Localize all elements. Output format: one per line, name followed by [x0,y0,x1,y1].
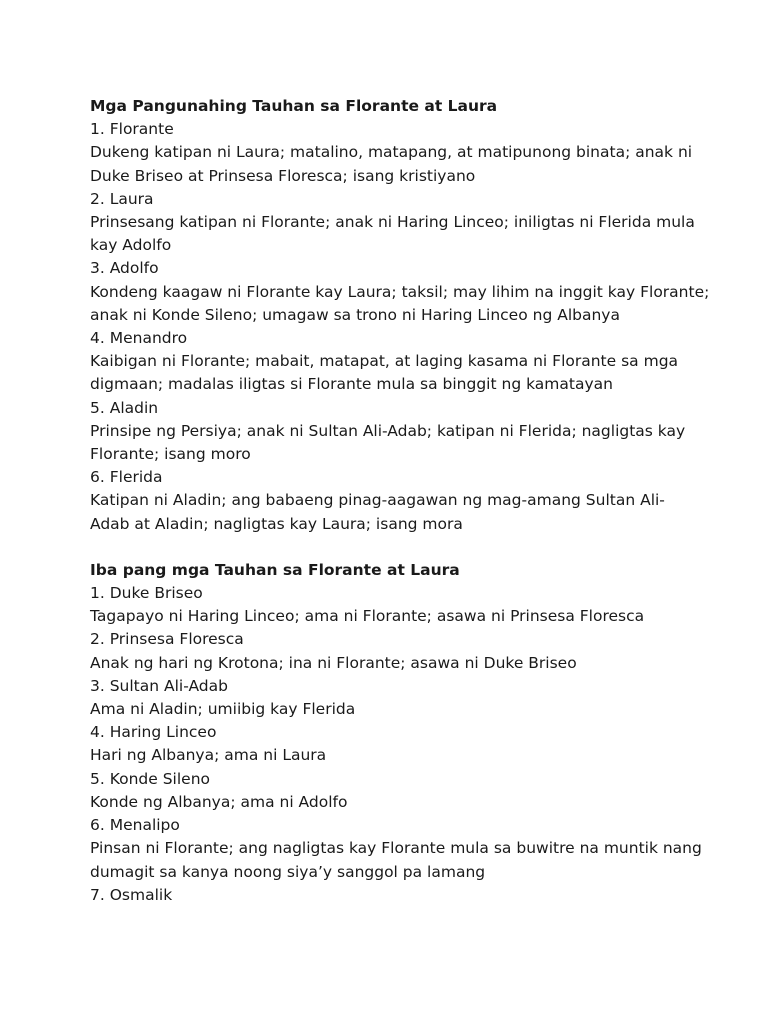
text-line: 3. Adolfo [90,259,159,278]
text-line: 4. Haring Linceo [90,723,217,742]
text-line: kay Adolfo [90,236,172,255]
text-line: 1. Duke Briseo [90,584,203,603]
section-heading: Mga Pangunahing Tauhan sa Florante at Laura [90,97,498,115]
text-line: Prinsipe ng Persiya; anak ni Sultan Ali-Adab; katipan ni Flerida; nagligtas kay [90,421,686,440]
section-heading: Iba pang mga Tauhan sa Florante at Laura [90,560,460,579]
text-line: Florante; isang moro [90,445,251,464]
text-line: Prinsesang katipan ni Florante; anak ni Haring Linceo; iniligtas ni Flerida mula [90,213,695,232]
main-characters-section [90,95,710,536]
text-line: 2. Prinsesa Floresca [90,630,244,649]
text-line: 5. Konde Sileno [90,769,211,788]
text-line: Konde ng Albanya; ama ni Adolfo [90,792,348,811]
text-line: Pinsan ni Florante; ang nagligtas kay Florante mula sa buwitre na muntik nang [90,839,702,858]
text-line: 6. Menalipo [90,816,180,835]
text-line: Kondeng kaagaw ni Florante kay Laura; taksil; may lihim na inggit kay Florante; [90,282,710,301]
text-line: Duke Briseo at Prinsesa Floresca; isang kristiyano [90,166,476,185]
text-line: Katipan ni Aladin; ang babaeng pinag-aagawan ng mag-amang Sultan Ali- [90,491,665,510]
text-line: digmaan; madalas iligtas si Florante mula sa binggit ng kamatayan [90,375,613,394]
other-characters-section [90,559,702,907]
text-line: Ama ni Aladin; umiibig kay Flerida [90,700,356,719]
text-line: Tagapayo ni Haring Linceo; ama ni Florante; asawa ni Prinsesa Floresca [90,607,645,626]
text-line: 6. Flerida [90,468,163,487]
text-line: 3. Sultan Ali-Adab [90,676,228,695]
text-line: 5. Aladin [90,398,159,417]
text-line: Dukeng katipan ni Laura; matalino, matapang, at matipunong binata; anak ni [90,143,693,162]
text-line: 2. Laura [90,189,154,208]
text-line: Anak ng hari ng Krotona; ina ni Florante; asawa ni Duke Briseo [90,653,577,672]
text-line: Hari ng Albanya; ama ni Laura [90,746,327,765]
text-line: Adab at Aladin; nagligtas kay Laura; isang mora [90,514,463,533]
text-line: 4. Menandro [90,329,188,348]
text-line: Kaibigan ni Florante; mabait, matapat, at laging kasama ni Florante sa mga [90,352,679,371]
text-line: 1. Florante [90,120,174,139]
text-line: anak ni Konde Sileno; umagaw sa trono ni Haring Linceo ng Albanya [90,305,620,324]
document-page [90,95,710,907]
text-line: dumagit sa kanya noong siya’y sanggol pa lamang [90,862,486,881]
text-line: 7. Osmalik [90,885,173,904]
